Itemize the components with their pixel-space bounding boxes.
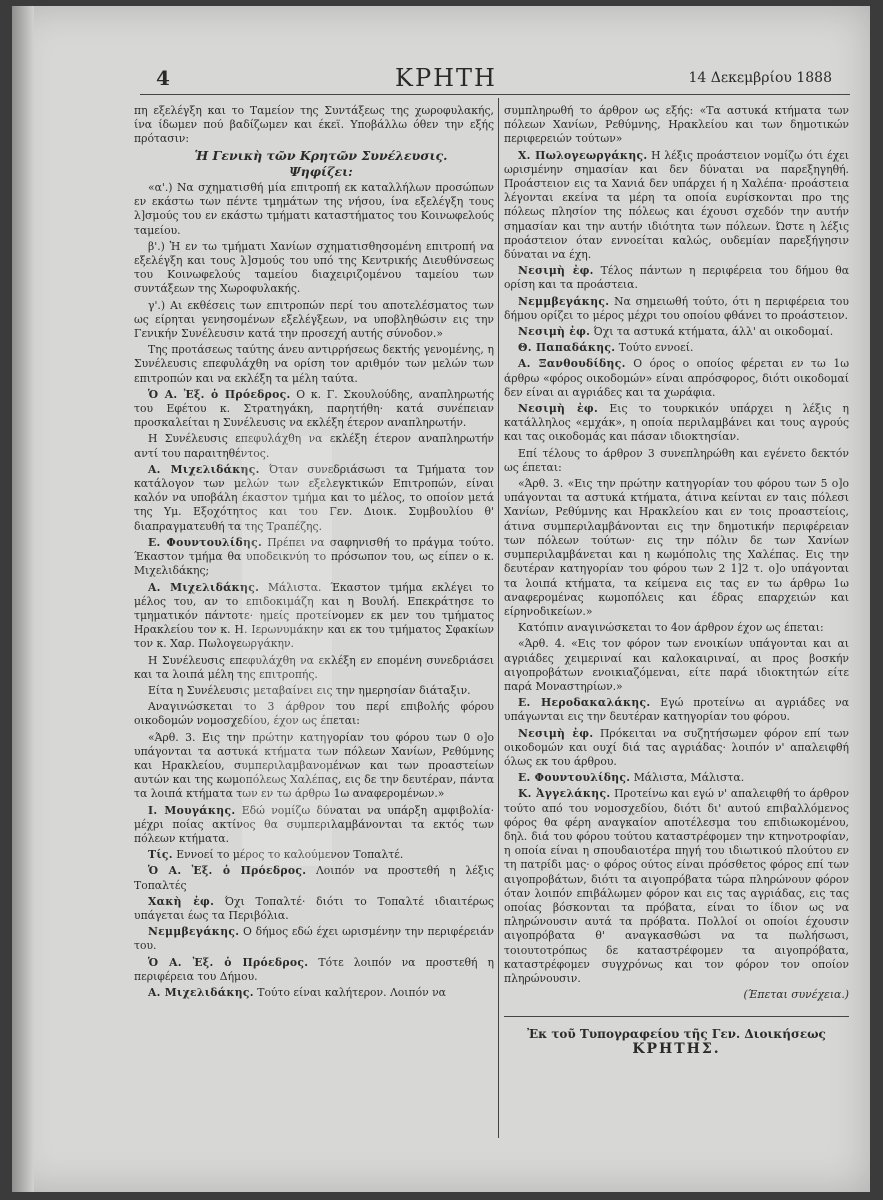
paragraph-text: Εις το τουρκικόν υπάρχει η λέξις η κατάλληλος «εμχάκ», η οποία περιλαμβάνει και τους αγρούς και τας οικοδομάς και πάσαν ιδιοκτησίαν. <box>504 402 849 444</box>
issue-date: 14 Δεκεμβρίου 1888 <box>688 70 832 86</box>
printer-imprint <box>504 1027 849 1057</box>
paragraph-text: Λοιπόν να προστεθή η λέξις Τοπαλτές <box>134 864 494 892</box>
imprint-line-2: ΚΡΗΤΗΣ. <box>632 1041 721 1058</box>
paragraph-text: Όχι τα αστυκά κτήματα, άλλ' αι οικοδομαί. <box>593 325 834 339</box>
speaker-name: Θ. Παπαδάκης. <box>518 341 616 355</box>
speaker-name: Α. Μιχελιδάκης. <box>148 985 254 999</box>
paragraph <box>504 988 849 1002</box>
column-divider <box>498 98 499 1138</box>
paragraph <box>504 104 849 147</box>
paragraph <box>504 357 849 400</box>
speaker-name: Α. Μιχελιδάκης. <box>148 462 260 476</box>
paragraph-text: Ο κ. Γ. Σκουλούδης, αναπληρωτής του Εφέτου κ. Στρατηγάκη, παρητήθη· κατά συνέπειαν προσκαλείται η Συνέλευσις να εκλέξη έτερον αναπληρωτήν. <box>134 387 494 430</box>
paragraph <box>504 325 849 339</box>
page-header <box>42 66 850 94</box>
paragraph-text: Όχι Τοπαλτέ· διότι το Τοπαλτέ ιδιαιτέρως υπάγεται έως τα Περιβόλια. <box>134 894 494 922</box>
paragraph-text: Τούτο εννοεί. <box>618 341 694 355</box>
paragraph-text: πη εξελέγξη και το Ταμείον της Συντάξεως της χωροφυλακής, ίνα ίδωμεν πού βαδίζωμεν και έκεϊ. Υποβάλλω όθεν την εξής πρότασιν: <box>134 104 494 146</box>
paragraph-text: Επί τέλους το άρθρον 3 συνεπληρώθη και εγένετο δεκτόν ως έπεται: <box>504 446 849 474</box>
speaker-name: Ὁ Α. Ἐξ. ὁ Πρόεδρος. <box>148 387 291 401</box>
speaker-name: Ε. Φουντουλίδης. <box>148 535 263 549</box>
speaker-name: Νεσιμὴ ἐφ. <box>518 325 591 339</box>
paragraph-text: Μάλιστα. Έκαστον τμήμα εκλέγει το μέλος του, αν το επιδοκιμάζη και η Βουλή. Επεκράτησε το τμηματικόν πάντοτε· ημείς προτείνομεν εκ μεν του τμήματος Ηρακλείου τον κ. Η. Ιερωνυμάκην και εκ του τμήματος Σφακίων τον κ. Χαρ. Πωλογεωργάκην. <box>134 580 494 651</box>
speaker-name: Χ. Πωλογεωργάκης. <box>518 148 648 162</box>
paragraph-text: Κατόπιν αναγινώσκεται το 4ον άρθρον έχον ως έπεται: <box>518 621 824 635</box>
paragraph <box>504 447 849 475</box>
paragraph-text: Τέλος πάντων η περιφέρεια του δήμου θα ορίση και τα προάστεια. <box>504 264 849 292</box>
paragraph: Ἡ Γενικὴ τῶν Κρητῶν Συνέλευσις. <box>194 147 448 163</box>
paragraph-text: Είτα η Συνέλευσις μεταβαίνει εις την ημερησίαν διάταξιν. <box>148 683 471 697</box>
paragraph-text: Τούτο είναι καλήτερον. Λοιπόν να <box>257 985 446 999</box>
paragraph <box>134 104 494 147</box>
paragraph <box>504 621 849 635</box>
paragraph <box>504 295 849 323</box>
paragraph-text: Να σημειωθή τούτο, ότι η περιφέρεια του δήμου ορίζει το μέρος μέχρι του οποίου φθάνει το προάστειον. <box>504 294 849 322</box>
paragraph-text: Ο δήμος εδώ έχει ωρισμένην την περιφέρειάν του. <box>134 925 494 953</box>
paragraph-text: β'.) Ἡ εν τω τμήματι Χανίων σχηματισθησομένη επιτροπή να εξελέγξη και τους λ]σμούς του υπό της Κεντρικής Διευθύνσεως του Κοινωφελούς ταμείου διαχειριζομένου ταμείου των συντάξεων της Χωροφυλακής. <box>134 239 494 296</box>
paragraph-text: γ'.) Αι εκθέσεις των επιτροπών περί του αποτελέσματος των ως είρηται γενησομένων εξελέγξεων, να υποβληθώσιν εις την Γενικήν Συνέλευσιν κατά την προσεχή αυτής σύνοδον.» <box>134 298 494 341</box>
paragraph-text: «Άρθ. 3. Εις την πρώτην κατηγορίαν του φόρου των 0 ο]ο υπάγονται τα αστυκά κτήματα των πόλεων Χανίων, Ρεθύμνης και Ηρακλείου, συμπεριλαμβανομένων και των προαστείων αυτών και της κωμοπόλεως Χαλέπας, εις δε την δευτέραν, πάντα τα λοιπά κτήματα των εν τω άρθρω 1ω αναφερομένων.» <box>134 730 494 801</box>
paragraph <box>134 925 494 953</box>
right-column <box>504 104 849 1057</box>
speaker-name: Χακὴ ἐφ. <box>148 894 215 908</box>
speaker-name: Ι. Μουγάκης. <box>148 803 236 817</box>
paragraph <box>504 727 849 770</box>
paragraph-text: Η Συνέλευσις επεφυλάχθη να εκλέξη εν επομένη συνεδριάσει και τα λοιπά μέλη της επιτροπής. <box>134 653 494 681</box>
right-column-body <box>504 104 849 1002</box>
paragraph-text: Εννοεί το μέρος το καλούμενον Τοπαλτέ. <box>176 848 404 862</box>
speaker-name: Ὁ Α. Ἐξ. ὁ Πρόεδρος. <box>148 955 309 969</box>
paragraph-text: Εγώ προτείνω αι αγριάδες να υπάγωνται εις την δευτέραν κατηγορίαν του φόρου. <box>504 696 849 724</box>
speaker-name: Νεμμβεγάκης. <box>148 925 240 939</box>
paragraph <box>504 402 849 445</box>
paragraph <box>134 299 494 342</box>
speaker-name: Ὁ Α. Ἐξ. ὁ Πρόεδρος. <box>148 864 307 878</box>
paragraph-text: συμπληρωθή το άρθρον ως εξής: «Τα αστυκά κτήματα των πόλεων Χανίων, Ρεθύμνης, Ηρακλείου και των δημοτικών περιφερειών τούτων» <box>504 104 849 146</box>
paragraph <box>504 477 849 619</box>
paragraph-text: «Άρθ. 3. «Εις την πρώτην κατηγορίαν του φόρου των 5 ο]ο υπάγονται τα αστυκά κτήματα, άτινα κείνται εν ταις πόλεσι Χανίων, Ρεθύμνης και Ηρακλείου και εν τοις προαστείοις, άτινα συμπεριλαμβάνονται εις την δημοτικήν περιφέρειαν των πόλεων τούτων· εις την πόλιν δε των Χανίων συμπεριλαμβάνεται και η κωμόπολις της Χαλέπας. Εις την δευτέραν κατηγορίαν του φόρου των 2 1]2 τ. ο]ο υπάγονται τα λοιπά κτήματα, τα κείμενα εις τας εν τω άρθρω 1ω αναφερομένας κωμοπόλεις και έδρας επαρχειών και είρηνοδικείων.» <box>504 477 849 618</box>
paragraph-text: Η λέξις προάστειον νομίζω ότι έχει ωρισμένην σημασίαν και δεν δύναται να παρεξηγηθή. Προάστειον εις τα Χανιά δεν υπάρχει ή η Χαλέπα· προάστεια λέγονται εκείνα τα μέρη τα οποία ευρίσκονται προ της πόλεως πλησίον της πόλεως και έχουσι σχεδόν την αυτήν σημασίαν και την αυτήν ιδιότητα των πόλεων. Ώστε η λέξις προάστειον όταν εννοείται καλώς, ουδεμίαν παρεξήγησιν δύναται να έχη. <box>504 148 849 262</box>
paragraph-text: Τότε λοιπόν να προστεθή η περιφέρεια του Δήμου. <box>134 955 494 983</box>
paragraph-text: Αναγινώσκεται το 3 άρθρον του περί επιβολής φόρου οικοδομών νομοσχεδίου, έχον ως έπεται: <box>134 700 494 728</box>
paragraph-text: Ο όρος ο οποίος φέρεται εν τω 1ω άρθρω «φόρος οικοδομών» είναι απρόσφορος, διότι οικοδομαί δεν είναι αι αγριάδες και τα χωράφια. <box>504 357 850 399</box>
paragraph <box>134 181 494 238</box>
paper-fold-mark <box>242 436 332 866</box>
paragraph-text: Εδώ νομίζω δύναται να υπάρξη αμφιβολία· μέχρι ποίας ακτίνος θα συμπεριλαμβάνονται τα εκτός των πόλεων κτήματα. <box>134 803 495 845</box>
paragraph-text: Προτείνω και εγώ ν' απαλειφθή το άρθρον τούτο από του νομοσχεδίου, διότι δι' αυτού επιβαλλόμενος φόρος θα φέρη αναγκαίον αποτέλεσμα του επιδιωκομένου, δηλ. διά του φόρου τούτου καταστρέφομεν την κτηνοτροφίαν, η οποία είναι η σπουδαιοτέρα πηγή του ιδιωτικού πλούτου εν τη πατρίδι μας· ο φόρος ούτος είναι πρόσθετος φόρος επί των αιγοπροβάτων, διότι τα αιγοπρόβατα τώρα πληρώνουν φόρον όταν λοιπόν επιβάλωμεν φόρον και εις τας αγριάδας, εις τας οποίας βόσκονται τα πρόβατα, είναι το ίδιον ως να πληρώνουσιν αυτά τα πρόβατα. Πολλοί οι οποίοι έχουσιν αιγοπρόβατα θ' αναγκασθώσι να τα πωλήσωσι, τοιουτοτρόπως δε καταστρέφομεν τα αιγοπρόβατα, καταστρέφομεν συγχρόνως και τον φόρον τον οποίον πληρώνουσιν. <box>504 787 850 985</box>
paragraph <box>134 240 494 297</box>
paragraph <box>134 864 494 892</box>
paragraph <box>134 986 494 1000</box>
speaker-name: Ε. Ηεροδακαλάκης. <box>518 696 651 710</box>
paragraph-text: Της προτάσεως ταύτης άνευ αντιρρήσεως δεκτής γενομένης, η Συνέλευσις επεφυλάχθη να ορίση τον αριθμόν των μελών των επιτροπών και να εκλέξη τα μέλη ταύτα. <box>134 343 494 385</box>
paragraph-text: «α'.) Να σχηματισθή μία επιτροπή εκ καταλλήλων προσώπων εν εκάστω των πέντε τμημάτων της νήσου, ίνα εξελέγξη τους λ]σμούς του εν εκάστω τμήματι καταστήματος του Κοινωφελούς ταμείου. <box>134 181 494 237</box>
paragraph: Ψηφίζει: <box>289 163 353 179</box>
page-edge-shadow <box>12 6 34 1192</box>
speaker-name: Κ. Ἀγγελάκης. <box>518 787 611 801</box>
paragraph <box>504 771 849 785</box>
speaker-name: Νεσιμὴ ἐφ. <box>518 726 594 740</box>
speaker-name: Νεσιμὴ ἐφ. <box>518 264 594 278</box>
speaker-name: Τίς. <box>148 848 173 862</box>
paragraph <box>504 637 849 694</box>
speaker-name: Α. Μιχελιδάκης. <box>148 580 260 594</box>
paragraph-text: Πρέπει να σαφηνισθή το πράγμα τούτο. Έκαστον τμήμα θα υποδεικνύη το πρόσωπον του, ως είπεν ο κ. Μιχελιδάκης; <box>134 535 494 578</box>
speaker-name: Α. Ξανθουδίδης. <box>518 357 626 371</box>
paragraph-text: (Έπεται συνέχεια.) <box>743 988 849 1002</box>
paragraph-text: Μάλιστα, Μάλιστα. <box>633 771 745 785</box>
page-number: 4 <box>156 66 170 90</box>
paragraph-text: Όταν συνεδριάσωσι τα Τμήματα τον κατάλογον των μελών των εξελεγκτικών Επιτροπών, είναι καλόν να υποβάλη έκαστον τμήμα και το μέλος, το οποίον μετά της Υμ. Εξοχότητος και του Γεν. Διοικ. Συμβουλίου θ' διαπραγματευθή τα της Τραπέζης. <box>134 462 494 533</box>
paragraph <box>134 343 494 386</box>
speaker-name: Ε. Φουντουλίδης. <box>518 771 631 785</box>
imprint-separator <box>504 1016 849 1017</box>
paragraph <box>504 341 849 355</box>
paragraph <box>134 895 494 923</box>
speaker-name: Νεμμβεγάκης. <box>518 294 610 308</box>
newspaper-title: ΚΡΗΤΗ <box>395 64 497 92</box>
paragraph-text: «Άρθ. 4. «Εις τον φόρον των ενοικίων υπάγονται και αι αγριάδες χειμεριναί και καλοκαιριναί, αι προς βοσκήν αιγοπροβάτων ενοικιαζόμεναι, είτε παρά ιδιοκτητών είτε παρά Μοναστηρίων.» <box>504 637 849 693</box>
imprint-line-1: Ἐκ τοῦ Τυπογραφείου τῆς Γεν. Διοικήσεως <box>527 1027 826 1042</box>
paragraph <box>134 956 494 984</box>
paragraph <box>134 388 494 431</box>
paragraph <box>504 149 849 263</box>
newspaper-page <box>12 6 870 1192</box>
speaker-name: Νεσιμὴ ἐφ. <box>518 402 599 416</box>
paragraph <box>504 696 849 724</box>
paragraph-text: Η Συνέλευσις επεφυλάχθη να εκλέξη έτερον αναπληρωτήν αντί του παραιτηθέντος. <box>134 432 494 460</box>
paragraph <box>504 787 849 986</box>
paragraph <box>504 264 849 292</box>
paragraph-text: Πρόκειται να συζητήσωμεν φόρον επί των οικοδομών και ουχί διά τας αγριάδας· λοιπόν ν' απαλειφθή όλως εκ του άρθρου. <box>504 726 849 768</box>
header-rule <box>140 94 850 95</box>
